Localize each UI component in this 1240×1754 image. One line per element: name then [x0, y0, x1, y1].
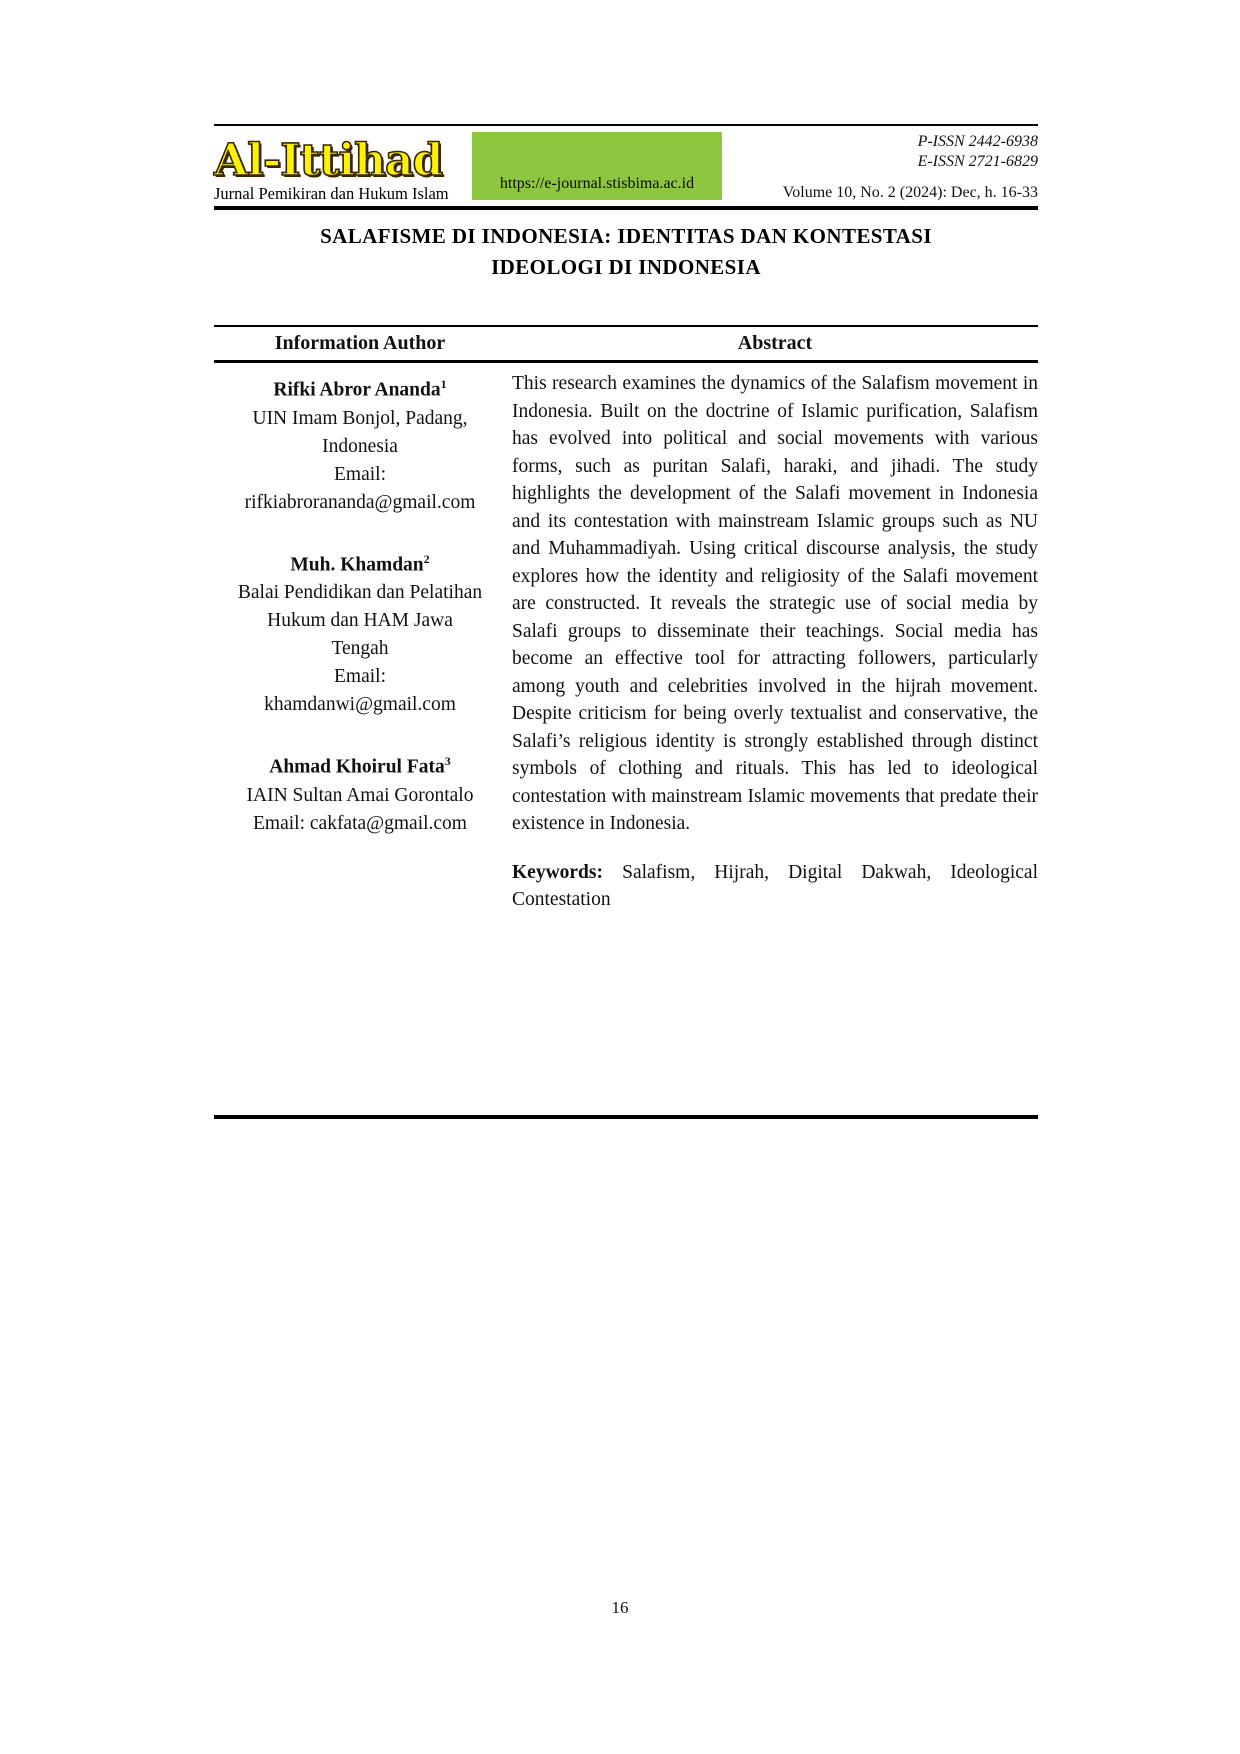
author-1-name-text: Rifki Abror Ananda: [273, 379, 441, 401]
author-1-name: [214, 370, 506, 405]
author-1-superscript: 1: [440, 377, 447, 391]
issn-block: [738, 130, 1038, 204]
author-2-email-label: Email:: [334, 666, 386, 687]
p-issn-text: P-ISSN 2442-6938: [917, 133, 1038, 150]
volume-info-text: Volume 10, No. 2 (2024): Dec, h. 16-33: [782, 184, 1038, 201]
journal-header: [214, 124, 1038, 210]
author-1-affiliation-line: Indonesia: [322, 435, 398, 457]
page-number: 16: [611, 1598, 629, 1617]
journal-logo: [214, 130, 456, 204]
keywords-text: Salafism, Hijrah, Digital Dakwah, Ideological Contestation: [512, 861, 1038, 910]
author-2-affiliation-line: Hukum dan HAM Jawa: [267, 610, 453, 631]
abstract-column: [506, 370, 1038, 1115]
author-2-name-text: Muh. Khamdan: [290, 554, 424, 575]
abstract-text: This research examines the dynamics of the Salafism movement in Indonesia. Built on the doctrine of Islamic purification, Salafism has evolved into political and social movements with various forms, such as puritan Salafi, haraki, and jihadi. The study highlights the development of the Salafi movement in Indonesia and its contestation with mainstream Islamic groups such as NU and Muhammadiyah. Using critical discourse analysis, the study explores how the identity and religiosity of the Salafi movement are constructed. It reveals the strategic use of social media by Salafi groups to disseminate their teachings. Social media has become an effective tool for attracting followers, particularly among youth and celebrities involved in the hijrah movement. Despite criticism for being overly textualist and conservative, the Salafi’s religious identity is strongly established through distinct symbols of clothing and rituals. This has led to ideological contestation with mainstream Islamic movements that predate their existence in Indonesia.: [512, 373, 1038, 834]
author-2-affiliation-line: Balai Pendidikan dan Pelatihan: [237, 582, 483, 603]
author-3-superscript: 3: [444, 754, 451, 768]
author-block-3: [214, 747, 506, 838]
journal-url-link[interactable]: https://e-journal.stisbima.ac.id: [499, 175, 695, 192]
authors-column: [214, 370, 506, 1115]
table-body-row: [214, 363, 1038, 1115]
author-2-superscript: 2: [423, 551, 430, 566]
abstract-header: Abstract: [737, 332, 813, 354]
author-2-name: [214, 545, 506, 580]
author-3-affiliation-line: IAIN Sultan Amai Gorontalo: [246, 784, 474, 806]
article-title-line2: IDEOLOGI DI INDONESIA: [491, 255, 761, 279]
author-3-email[interactable]: Email: cakfata@gmail.com: [253, 812, 467, 834]
author-1-affiliation-line: UIN Imam Bonjol, Padang,: [252, 407, 468, 429]
author-abstract-table: [214, 325, 1038, 1119]
author-block-1: [214, 370, 506, 517]
author-3-name-text: Ahmad Khoirul Fata: [269, 756, 445, 778]
author-3-name: [214, 747, 506, 782]
journal-url-box: [472, 132, 722, 200]
article-title-line1: SALAFISME DI INDONESIA: IDENTITAS DAN KONTESTASI: [320, 224, 932, 248]
keywords-paragraph: [512, 859, 1038, 914]
author-block-2: [214, 545, 506, 720]
information-author-header: Information Author: [274, 332, 446, 354]
journal-header-row: [214, 130, 1038, 204]
keywords-label: Keywords:: [512, 861, 603, 883]
author-1-email[interactable]: rifkiabrorananda@gmail.com: [244, 491, 476, 513]
author-2-email[interactable]: khamdanwi@gmail.com: [264, 694, 456, 715]
article-title: [214, 221, 1038, 283]
journal-logo-title: Al-Ittihad: [214, 135, 443, 186]
journal-logo-subtitle: Jurnal Pemikiran dan Hukum Islam: [214, 184, 449, 203]
e-issn-text: E-ISSN 2721-6829: [917, 153, 1038, 170]
author-2-affiliation-line: Tengah: [331, 638, 389, 659]
author-1-email-label: Email:: [334, 463, 386, 485]
table-header-row: [214, 327, 1038, 363]
